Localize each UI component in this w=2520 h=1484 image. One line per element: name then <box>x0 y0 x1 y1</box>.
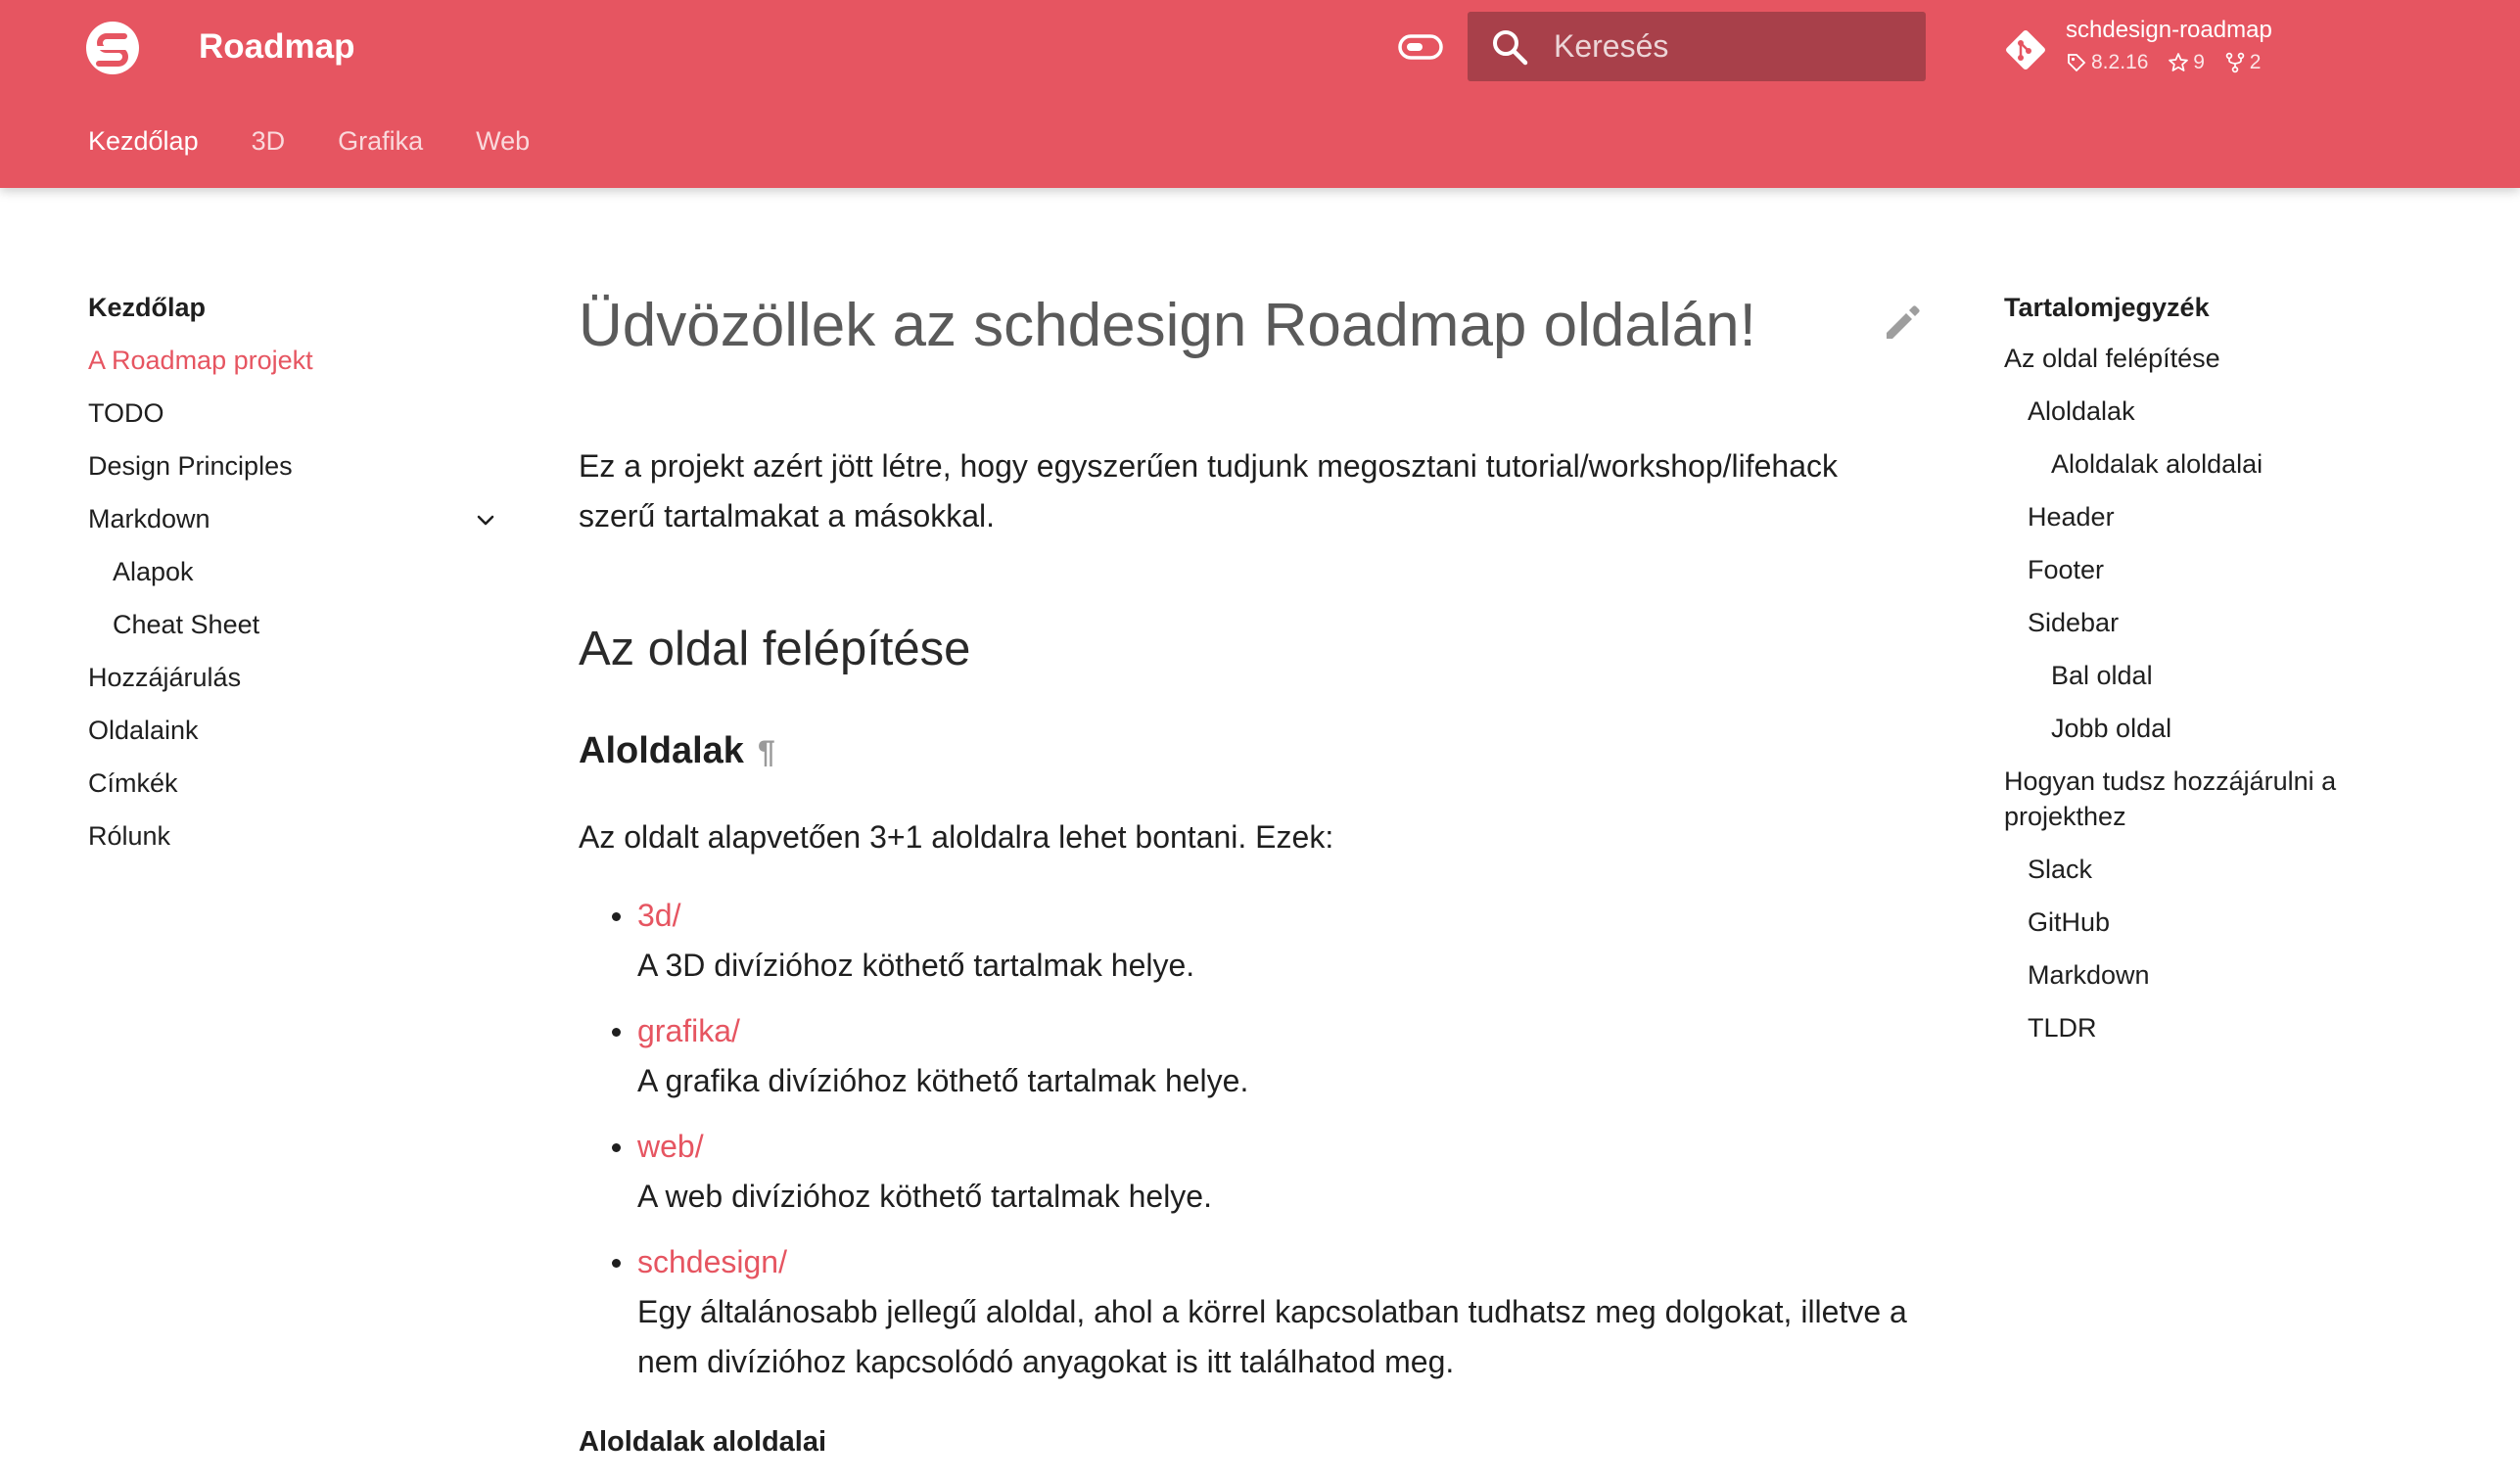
link-grafika[interactable]: grafika/ <box>637 1013 740 1048</box>
site-title[interactable]: Roadmap <box>199 27 355 66</box>
toc-item-footer[interactable]: Footer <box>2028 555 2105 584</box>
repo-name: schdesign-roadmap <box>2066 17 2272 43</box>
sidebar-item-rolunk[interactable]: Rólunk <box>88 821 171 851</box>
toc-item-slack[interactable]: Slack <box>2028 855 2093 884</box>
primary-sidebar <box>88 288 499 869</box>
sidebar-item-todo[interactable]: TODO <box>88 398 164 428</box>
sidebar-item-markdown-label: Markdown <box>88 504 210 533</box>
repo-stars-value: 9 <box>2193 51 2205 73</box>
subpage-list <box>579 891 1928 1403</box>
subsection-heading-text: Aloldalak <box>579 730 744 771</box>
toc-item-aloldalak[interactable]: Aloldalak <box>2028 396 2135 426</box>
repo-forks-value: 2 <box>2249 51 2262 73</box>
git-icon <box>2003 27 2048 72</box>
toc-item-bal-oldal[interactable]: Bal oldal <box>2051 661 2153 690</box>
site-header <box>0 0 2520 188</box>
toc-item-jobb-oldal[interactable]: Jobb oldal <box>2051 714 2172 743</box>
permalink-anchor[interactable]: ¶ <box>757 734 775 769</box>
search-icon <box>1491 28 1528 66</box>
toc-item-aloldalak-aloldalai[interactable]: Aloldalak aloldalai <box>2051 449 2263 479</box>
tag-icon <box>2066 52 2087 73</box>
edit-pencil-icon[interactable] <box>1881 301 1924 345</box>
chevron-down-icon[interactable] <box>472 507 499 534</box>
bullet <box>612 912 621 921</box>
sidebar-item-roadmap-projekt[interactable]: A Roadmap projekt <box>88 346 313 375</box>
sidebar-title[interactable]: Kezdőlap <box>88 293 207 322</box>
list-item-desc: A 3D divízióhoz köthető tartalmak helye. <box>637 948 1195 983</box>
subsection-heading <box>579 724 775 778</box>
fork-icon <box>2224 52 2246 73</box>
toc-item-az-oldal-felepitese[interactable]: Az oldal felépítése <box>2004 344 2220 373</box>
repo-facts <box>2066 49 2274 81</box>
section-heading: Az oldal felépítése <box>579 623 971 675</box>
repo-stars <box>2168 49 2205 76</box>
list-item <box>579 1237 1928 1387</box>
list-item-desc: A web divízióhoz köthető tartalmak helye. <box>637 1179 1212 1214</box>
toc-item-header[interactable]: Header <box>2028 502 2115 532</box>
list-item-desc: Egy általánosabb jellegű aloldal, ahol a körrel kapcsolatban tudhatsz meg dolgokat, illetve a nem divízióhoz kapcsolódó anyagokat is itt találhatod meg. <box>637 1294 1907 1379</box>
search-box[interactable] <box>1468 12 1926 81</box>
sidebar-item-alapok[interactable]: Alapok <box>113 557 194 586</box>
sidebar-item-design-principles[interactable]: Design Principles <box>88 451 293 481</box>
table-of-contents <box>2004 288 2435 1063</box>
list-item <box>579 1122 1928 1222</box>
repo-link[interactable] <box>2003 14 2414 82</box>
bullet <box>612 1028 621 1037</box>
link-3d[interactable]: 3d/ <box>637 898 681 933</box>
search-input[interactable] <box>1554 12 1906 81</box>
tab-web[interactable]: Web <box>476 126 531 156</box>
page-title: Üdvözöllek az schdesign Roadmap oldalán! <box>579 292 1756 359</box>
repo-forks <box>2224 49 2262 76</box>
star-icon <box>2168 52 2189 73</box>
sidebar-item-markdown[interactable] <box>88 499 499 552</box>
intro-paragraph: Ez a projekt azért jött létre, hogy egyszerűen tudjunk megosztani tutorial/workshop/lifehack szerű tartalmakat a másokkal. <box>579 448 1838 533</box>
list-item-desc: A grafika divízióhoz köthető tartalmak helye. <box>637 1063 1249 1098</box>
toc-item-sidebar[interactable]: Sidebar <box>2028 608 2120 637</box>
sidebar-item-cheat-sheet[interactable]: Cheat Sheet <box>113 610 260 639</box>
repo-version-value: 8.2.16 <box>2091 51 2149 73</box>
bullet <box>612 1259 621 1268</box>
next-heading: Aloldalak aloldalai <box>579 1426 827 1458</box>
sidebar-item-cimkek[interactable]: Címkék <box>88 768 178 798</box>
repo-version <box>2066 49 2148 76</box>
toc-item-markdown[interactable]: Markdown <box>2028 960 2150 990</box>
list-item <box>579 891 1928 991</box>
toc-item-github[interactable]: GitHub <box>2028 907 2111 937</box>
toc-item-hozzajarulni[interactable]: Hogyan tudsz hozzájárulni a projekthez <box>2004 766 2337 831</box>
sidebar-item-hozzajarulas[interactable]: Hozzájárulás <box>88 663 242 692</box>
link-schdesign[interactable]: schdesign/ <box>637 1244 787 1279</box>
sidebar-item-oldalaink[interactable]: Oldalaink <box>88 716 199 745</box>
list-item <box>579 1006 1928 1106</box>
subsection-paragraph: Az oldalt alapvetően 3+1 aloldalra lehet bontani. Ezek: <box>579 819 1334 855</box>
palette-toggle-icon[interactable] <box>1398 32 1443 62</box>
toc-title: Tartalomjegyzék <box>2004 293 2210 322</box>
bullet <box>612 1143 621 1152</box>
link-web[interactable]: web/ <box>637 1129 704 1164</box>
schdesign-logo-icon[interactable] <box>84 20 141 76</box>
tab-3d[interactable]: 3D <box>251 126 286 156</box>
tab-kezdolap[interactable]: Kezdőlap <box>88 126 199 156</box>
tab-grafika[interactable]: Grafika <box>338 126 424 156</box>
tabs-nav <box>88 121 583 164</box>
toc-item-tldr[interactable]: TLDR <box>2028 1013 2097 1043</box>
